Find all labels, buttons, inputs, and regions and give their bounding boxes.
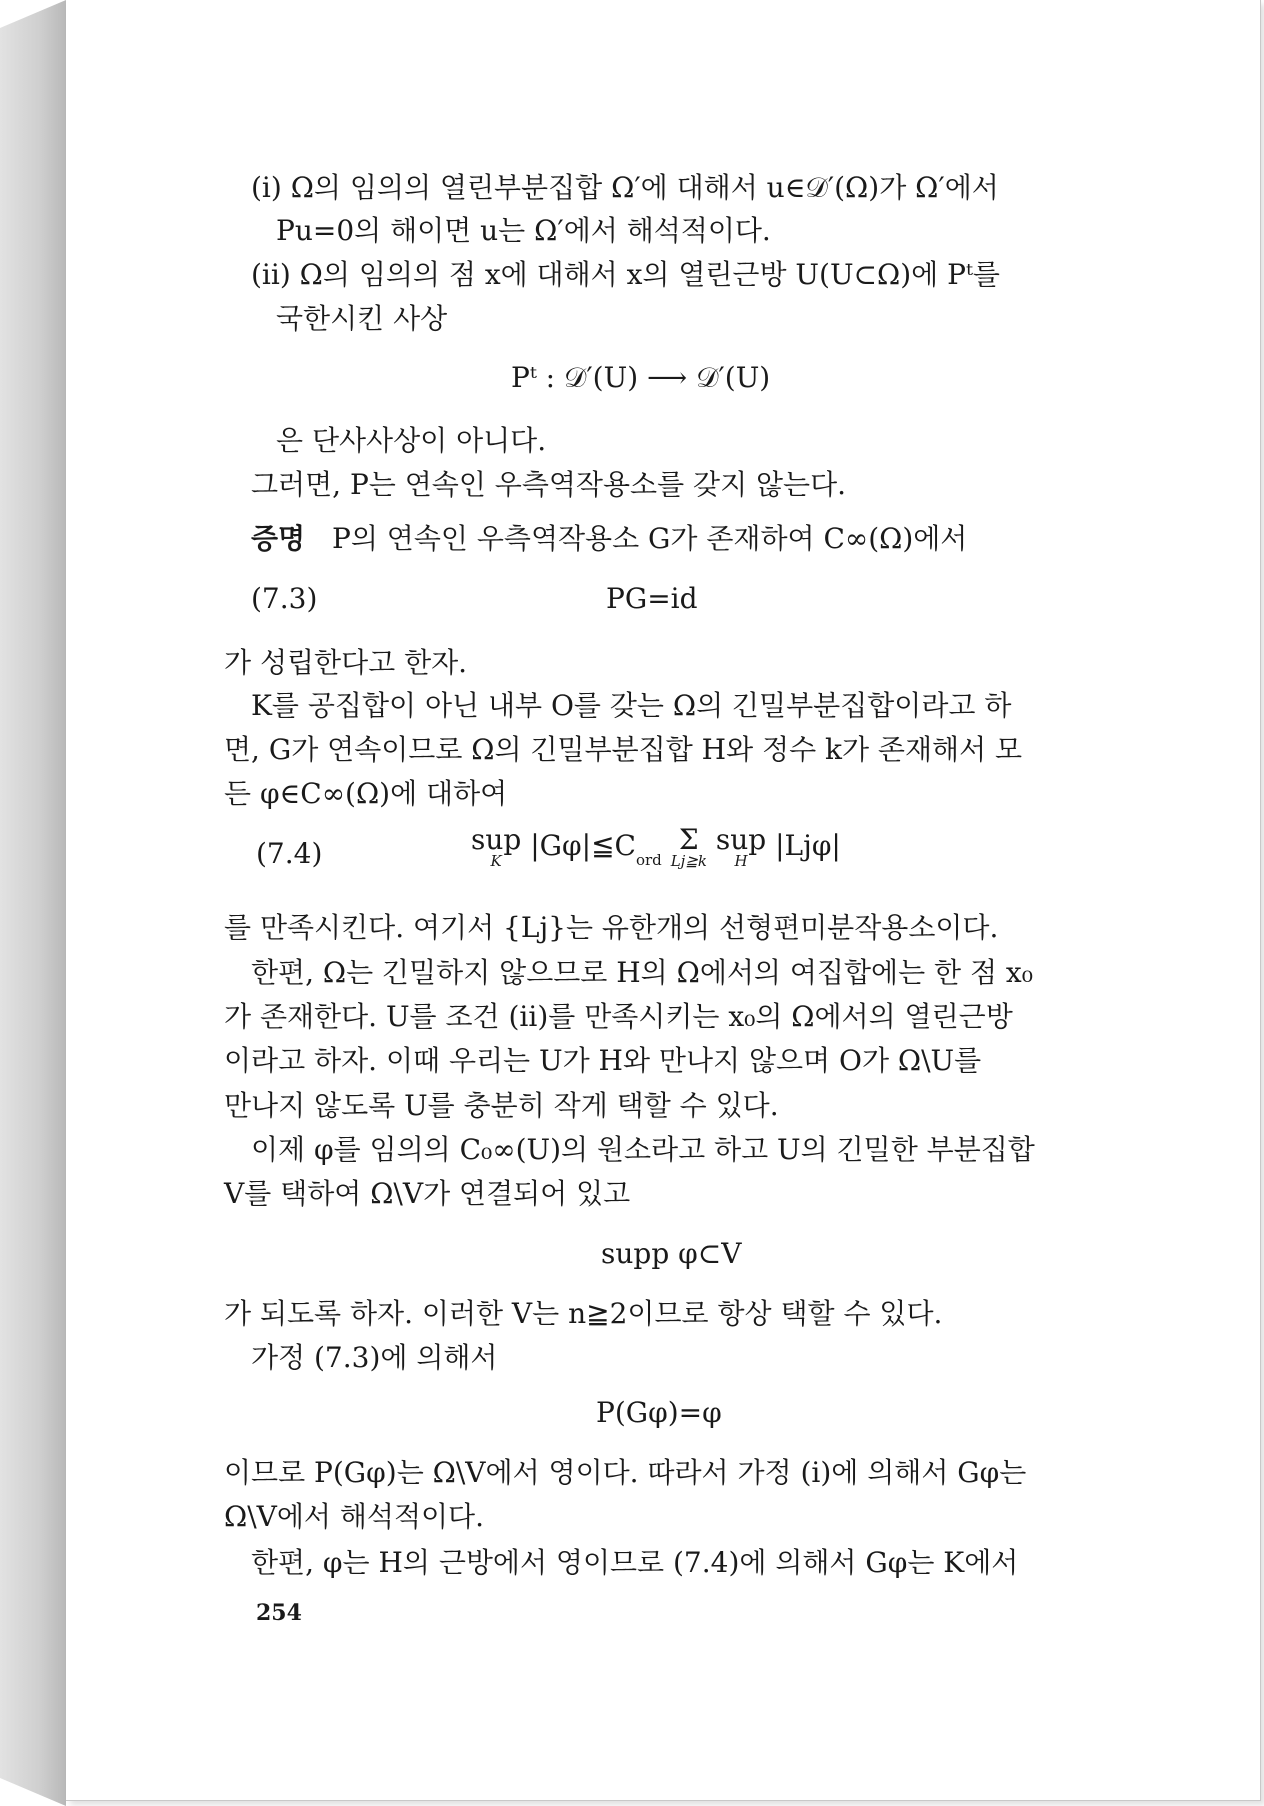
text-line: 한편, Ω는 긴밀하지 않으므로 H의 Ω에서의 여집합에는 한 점 x₀ [251,956,1033,989]
text-line: 그러면, P는 연속인 우측역작용소를 갖지 않는다. [251,468,847,501]
equation-number: (7.3) [251,582,318,615]
equation [471,823,841,878]
text-line: 든 φ∈C∞(Ω)에 대하여 [224,777,508,810]
text-line: 면, G가 연속이므로 Ω의 긴밀부분집합 H와 정수 k가 존재해서 모 [224,733,1023,766]
equation-part: |Ljφ| [775,829,841,862]
sup-h: sup H [715,823,767,870]
book-edge [0,0,66,1806]
proof-text: P의 연속인 우측역작용소 G가 존재하여 C∞(Ω)에서 [332,522,968,555]
proof-line [251,521,967,557]
text-line: K를 공집합이 아닌 내부 O를 갖는 Ω의 긴밀부분집합이라고 하 [251,689,1012,722]
equation: P(Gφ)=φ [596,1396,722,1429]
text-line: Ω\V에서 해석적이다. [224,1500,485,1533]
text-line: Pu=0의 해이면 u는 Ω′에서 해석적이다. [276,214,771,247]
text-line: (i) Ω의 임의의 열린부분집합 Ω′에 대해서 u∈𝒟′(Ω)가 Ω′에서 [251,171,999,204]
text-line: 를 만족시킨다. 여기서 {Lj}는 유한개의 선형편미분작용소이다. [224,911,999,944]
sup-k: sup K [471,823,522,870]
text-line: 가 존재한다. U를 조건 (ii)를 만족시키는 x₀의 Ω에서의 열린근방 [224,1000,1013,1033]
proof-label: 증명 [251,522,306,555]
equation: PG=id [606,582,698,615]
text-line: 이라고 하자. 이때 우리는 U가 H와 만나지 않으며 O가 Ω\U를 [224,1044,982,1077]
equation: Pᵗ : 𝒟′(U) ⟶ 𝒟′(U) [511,361,771,394]
equation: supp φ⊂V [601,1237,742,1270]
text-line: 한편, φ는 H의 근방에서 영이므로 (7.4)에 의해서 Gφ는 K에서 [251,1546,1019,1579]
text-line: 가 성립한다고 한자. [224,646,468,679]
text-line: 이제 φ를 임의의 C₀∞(U)의 원소라고 하고 U의 긴밀한 부분집합 [251,1133,1035,1166]
equation-number: (7.4) [256,837,323,870]
book-page [66,0,1261,1801]
equation-part: ord [635,851,662,869]
text-line: 국한시킨 사상 [276,302,448,335]
text-line: 은 단사사상이 아니다. [276,424,547,457]
text-line: V를 택하여 Ω\V가 연결되어 있고 [224,1177,631,1210]
sum: Σ Lj≧k [670,823,707,870]
text-line: 이므로 P(Gφ)는 Ω\V에서 영이다. 따라서 가정 (i)에 의해서 Gφ는 [224,1456,1027,1489]
page-number: 254 [256,1600,302,1626]
text-line: 가 되도록 하자. 이러한 V는 n≧2이므로 항상 택할 수 있다. [224,1297,943,1330]
text-line: (ii) Ω의 임의의 점 x에 대해서 x의 열린근방 U(U⊂Ω)에 Pᵗ를 [251,258,1000,291]
text-line: 만나지 않도록 U를 충분히 작게 택할 수 있다. [224,1089,779,1122]
text-line: 가정 (7.3)에 의해서 [251,1341,498,1374]
equation-part: |Gφ|≦C [530,829,636,862]
